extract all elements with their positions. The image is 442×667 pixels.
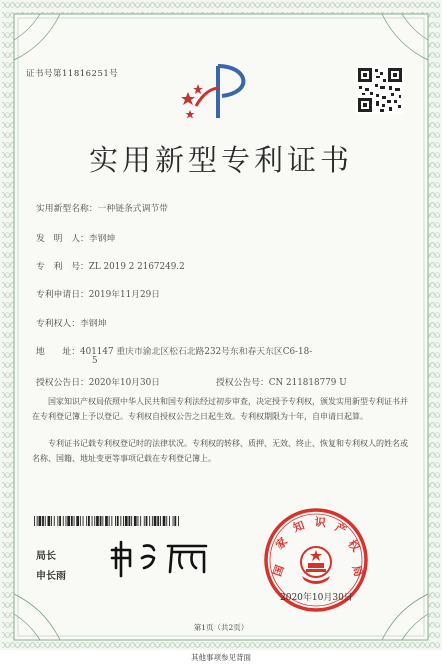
barcode-bar bbox=[76, 516, 79, 526]
barcode-bar bbox=[173, 516, 174, 526]
svg-text:家: 家 bbox=[273, 535, 291, 553]
svg-text:权: 权 bbox=[345, 537, 363, 555]
barcode-bar bbox=[152, 516, 153, 526]
barcode-bar bbox=[92, 516, 93, 526]
barcode-bar bbox=[157, 516, 159, 526]
barcode-bar bbox=[138, 516, 139, 526]
barcode-bar bbox=[160, 516, 161, 526]
page-number: 第1页（共2页） bbox=[193, 623, 249, 632]
certificate-title: 实用新型专利证书 bbox=[88, 143, 353, 177]
barcode-bar bbox=[117, 516, 119, 526]
barcode-bar bbox=[149, 516, 150, 526]
value-inventor: 李钢坤 bbox=[88, 234, 116, 244]
barcode-bar bbox=[88, 516, 90, 526]
field-address-continued bbox=[92, 356, 98, 366]
field-patentee bbox=[36, 316, 106, 329]
barcode-bar bbox=[146, 516, 148, 526]
barcode-bar bbox=[100, 516, 102, 526]
paragraph-grant-notice: 国家知识产权局依照中华人民共和国专利法经过初步审查，决定授予专利权，颁发实用新型专利证书并在专利登记簿上予以登记。专利权自授权公告之日起生效。专利权期限为十年，自申请日起算。 bbox=[32, 397, 408, 421]
barcode-bar bbox=[109, 516, 110, 526]
director-name: 申长雨 bbox=[36, 571, 66, 582]
barcode-bar bbox=[140, 516, 141, 526]
barcode-bar bbox=[166, 516, 167, 526]
director-signature bbox=[108, 538, 218, 578]
barcode-bar bbox=[80, 516, 81, 526]
field-announce-number bbox=[216, 375, 347, 388]
label-announce-date: 授权公告日： bbox=[36, 378, 89, 388]
director-role: 局长 bbox=[36, 551, 56, 562]
value-patent-number: ZL 2019 2 2167249.2 bbox=[88, 262, 185, 272]
barcode-bar bbox=[74, 516, 75, 526]
barcode-bar bbox=[154, 516, 157, 526]
field-announce-date bbox=[36, 375, 160, 388]
certificate-number: 证书号第11816251号 bbox=[26, 69, 119, 79]
label-patent-number: 专 利 号： bbox=[36, 262, 89, 272]
label-inventor: 发 明 人： bbox=[36, 234, 89, 244]
field-address bbox=[36, 344, 312, 357]
label-filing-date: 专利申请日： bbox=[36, 290, 89, 300]
barcode-bar bbox=[54, 516, 55, 526]
barcode-bar bbox=[134, 516, 137, 526]
barcode-bar bbox=[57, 516, 58, 526]
svg-text:国: 国 bbox=[270, 563, 287, 579]
value-announce-number: CN 211818779 U bbox=[268, 378, 347, 388]
barcode-bar bbox=[115, 516, 116, 526]
value-address-line1: 401147 重庆市渝北区松石北路232号东和春天东区C6-18- bbox=[80, 347, 313, 357]
svg-text:知: 知 bbox=[291, 518, 307, 535]
barcode-bar bbox=[120, 516, 121, 526]
barcode-bar bbox=[63, 516, 64, 526]
field-utility-model-name bbox=[36, 201, 168, 214]
label-patentee: 专利权人： bbox=[36, 319, 80, 329]
barcode-bar bbox=[39, 516, 42, 526]
barcode-bar bbox=[42, 516, 44, 526]
barcode-bar bbox=[102, 516, 103, 526]
value-utility-model-name: 一种链条式调节带 bbox=[97, 204, 168, 214]
barcode bbox=[34, 516, 182, 526]
barcode-bar bbox=[67, 516, 70, 526]
field-patent-number bbox=[36, 259, 185, 272]
barcode-bar bbox=[86, 516, 87, 526]
barcode-bar bbox=[125, 516, 128, 526]
qr-code bbox=[356, 66, 404, 114]
barcode-bar bbox=[83, 516, 84, 526]
value-address-line2: 5 bbox=[92, 356, 98, 366]
label-address: 地 址： bbox=[36, 347, 80, 357]
barcode-bar bbox=[48, 516, 51, 526]
field-inventor bbox=[36, 231, 115, 244]
barcode-bar bbox=[163, 516, 166, 526]
barcode-bar bbox=[129, 516, 131, 526]
barcode-bar bbox=[66, 516, 67, 526]
value-patentee: 李钢坤 bbox=[80, 319, 107, 329]
barcode-bar bbox=[178, 516, 179, 526]
barcode-bar bbox=[34, 516, 35, 526]
barcode-bar bbox=[111, 516, 112, 526]
barcode-bar bbox=[131, 516, 132, 526]
barcode-bar bbox=[123, 516, 124, 526]
issue-date: 2020年10月30日 bbox=[280, 593, 353, 603]
barcode-bar bbox=[51, 516, 52, 526]
svg-text:识: 识 bbox=[314, 515, 327, 530]
barcode-bar bbox=[59, 516, 61, 526]
barcode-bar bbox=[169, 516, 170, 526]
barcode-bar bbox=[71, 516, 73, 526]
barcode-bar bbox=[174, 516, 176, 526]
footnote: 其他事项参见背面 bbox=[191, 653, 251, 662]
barcode-bar bbox=[144, 516, 145, 526]
svg-text:局: 局 bbox=[349, 564, 366, 579]
barcode-bar bbox=[45, 516, 46, 526]
paragraph-legal-status: 专利证书记载专利权登记时的法律状况。专利权的转移、质押、无效、终止、恢复和专利权人的姓名或名称、国籍、地址变更等事项记载在专利登记簿上。 bbox=[32, 439, 408, 463]
value-filing-date: 2019年11月29日 bbox=[88, 290, 160, 300]
label-announce-number: 授权公告号： bbox=[216, 378, 269, 388]
barcode-bar bbox=[105, 516, 108, 526]
label-utility-model-name: 实用新型名称： bbox=[36, 204, 98, 214]
svg-text:产: 产 bbox=[332, 520, 349, 538]
barcode-bar bbox=[94, 516, 95, 526]
cnipa-logo bbox=[178, 62, 258, 122]
barcode-bar bbox=[96, 516, 99, 526]
barcode-bar bbox=[37, 516, 38, 526]
field-filing-date bbox=[36, 287, 160, 300]
value-announce-date: 2020年10月30日 bbox=[88, 378, 160, 388]
